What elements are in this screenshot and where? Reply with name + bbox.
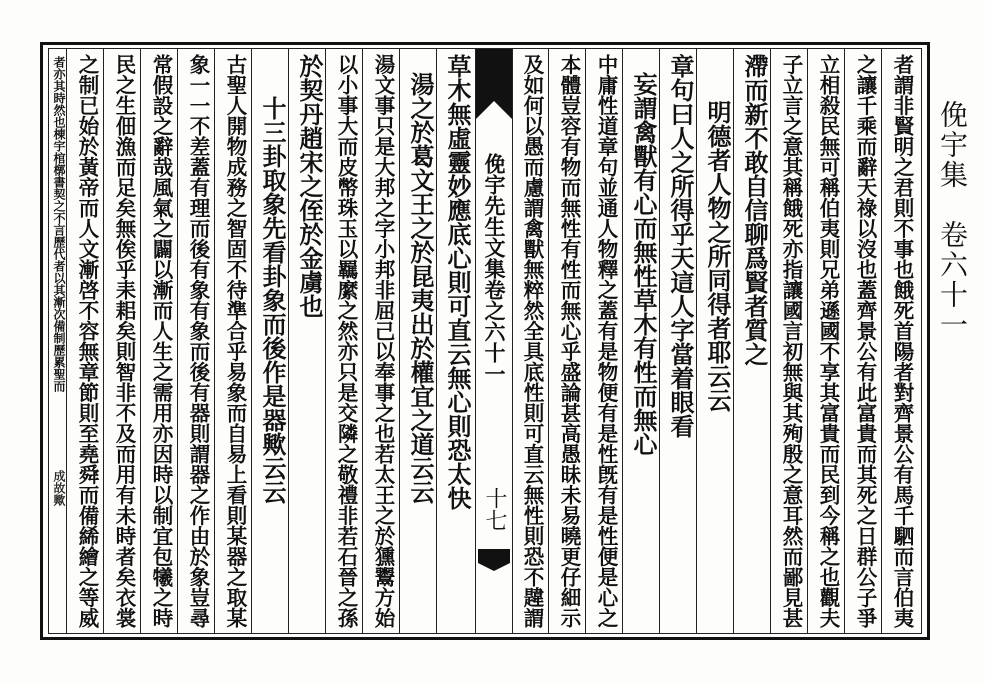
text-column-r4: 子立言之意其稱餓死亦指讓國言初無與其殉殷之意耳然而鄙見甚	[779, 54, 803, 628]
text-column-l3: 以小事大而皮幣珠玉以羈縻之然亦只是交隣之敬禮非若石晉之孫	[334, 54, 358, 628]
fold-page-number: 十七	[482, 487, 507, 531]
running-header-title: 俛宇集 卷六十一	[936, 100, 969, 340]
text-column-r1: 者謂非賢明之君則不事也餓死首陽者對齊景公有馬千駟而言伯夷	[890, 54, 914, 628]
text-column-r10: 本體豈容有物而無性有性而無心乎盛論甚高愚昧未易曉更仔細示	[557, 54, 581, 628]
column-rule	[66, 49, 67, 633]
text-column-r12: 草木無虛靈妙應底心則可直云無心則恐太快	[443, 54, 472, 510]
text-column-r5: 滯而新不敢自信聊爲賢者質之	[740, 54, 769, 366]
text-column-r3: 立相殺民無可稱伯夷則兄弟遜國不享其富貴而民到今稱之也觀夫	[816, 54, 840, 628]
fold-book-title: 俛宇先生文集卷之六十一	[482, 153, 507, 384]
text-column-l2: 湯文事只是大邦之字小邦非屈己以奉事之也若太王之於獯鬻方始	[371, 54, 395, 628]
text-column-r2: 之讓千乘而辭天祿以沒也蓋齊景公有此富貴而其死之日群公子爭	[853, 54, 877, 628]
fold-fishtail-bottom-ornament	[476, 549, 512, 571]
text-column-l8: 常假設之辭哉風氣之闢以漸而人生之需用亦因時以制宜包犧之時	[149, 54, 173, 628]
center-fold	[476, 49, 512, 633]
text-column-l12: 成故歟	[52, 470, 66, 506]
column-rule	[512, 49, 513, 633]
text-column-l10: 之制已始於黃帝而人文漸啓不容無章節則至堯舜而備絺繪之等威	[75, 54, 99, 628]
text-column-r11: 及如何以愚而慮謂禽獸無粹然全具底性則可直云無性則恐不韙謂	[520, 54, 544, 628]
text-column-l5: 十三卦取象先看卦象而後作是器歟云云	[258, 96, 287, 504]
text-column-r8: 妄謂禽獸有心而無性草木有性而無心	[629, 72, 658, 456]
text-column-l1: 湯之於葛文王之於昆夷出於權宜之道云云	[406, 72, 435, 504]
column-rule	[475, 49, 476, 633]
text-column-l9: 民之生佃漁而足矣無俟乎耒耜矣則智非不及而用有未時者矣衣裳	[112, 54, 136, 628]
text-column-l7: 象一一不差蓋有理而後有象有象而後有器則謂器之作由於象豈尋	[186, 54, 210, 628]
text-column-r9: 中庸性道章句並通人物釋之蓋有是物便有是性旣有是性便是心之	[594, 54, 618, 628]
text-column-l4: 於契丹趙宋之侄於金虜也	[295, 54, 324, 318]
text-column-l6: 古聖人開物成務之智固不待準合乎易象而自易上看則某器之取某	[223, 54, 247, 628]
fold-fishtail-top-ornament	[476, 49, 512, 119]
text-column-r6: 明德者人物之所同得者耶云云	[703, 100, 732, 412]
text-column-r7: 章句曰人之所得乎天這人字當着眼看	[666, 54, 695, 438]
text-column-l11: 者亦其時然也棟宇棺槨書契之不言歷代者以其漸次備制歷累聖而	[52, 56, 66, 392]
